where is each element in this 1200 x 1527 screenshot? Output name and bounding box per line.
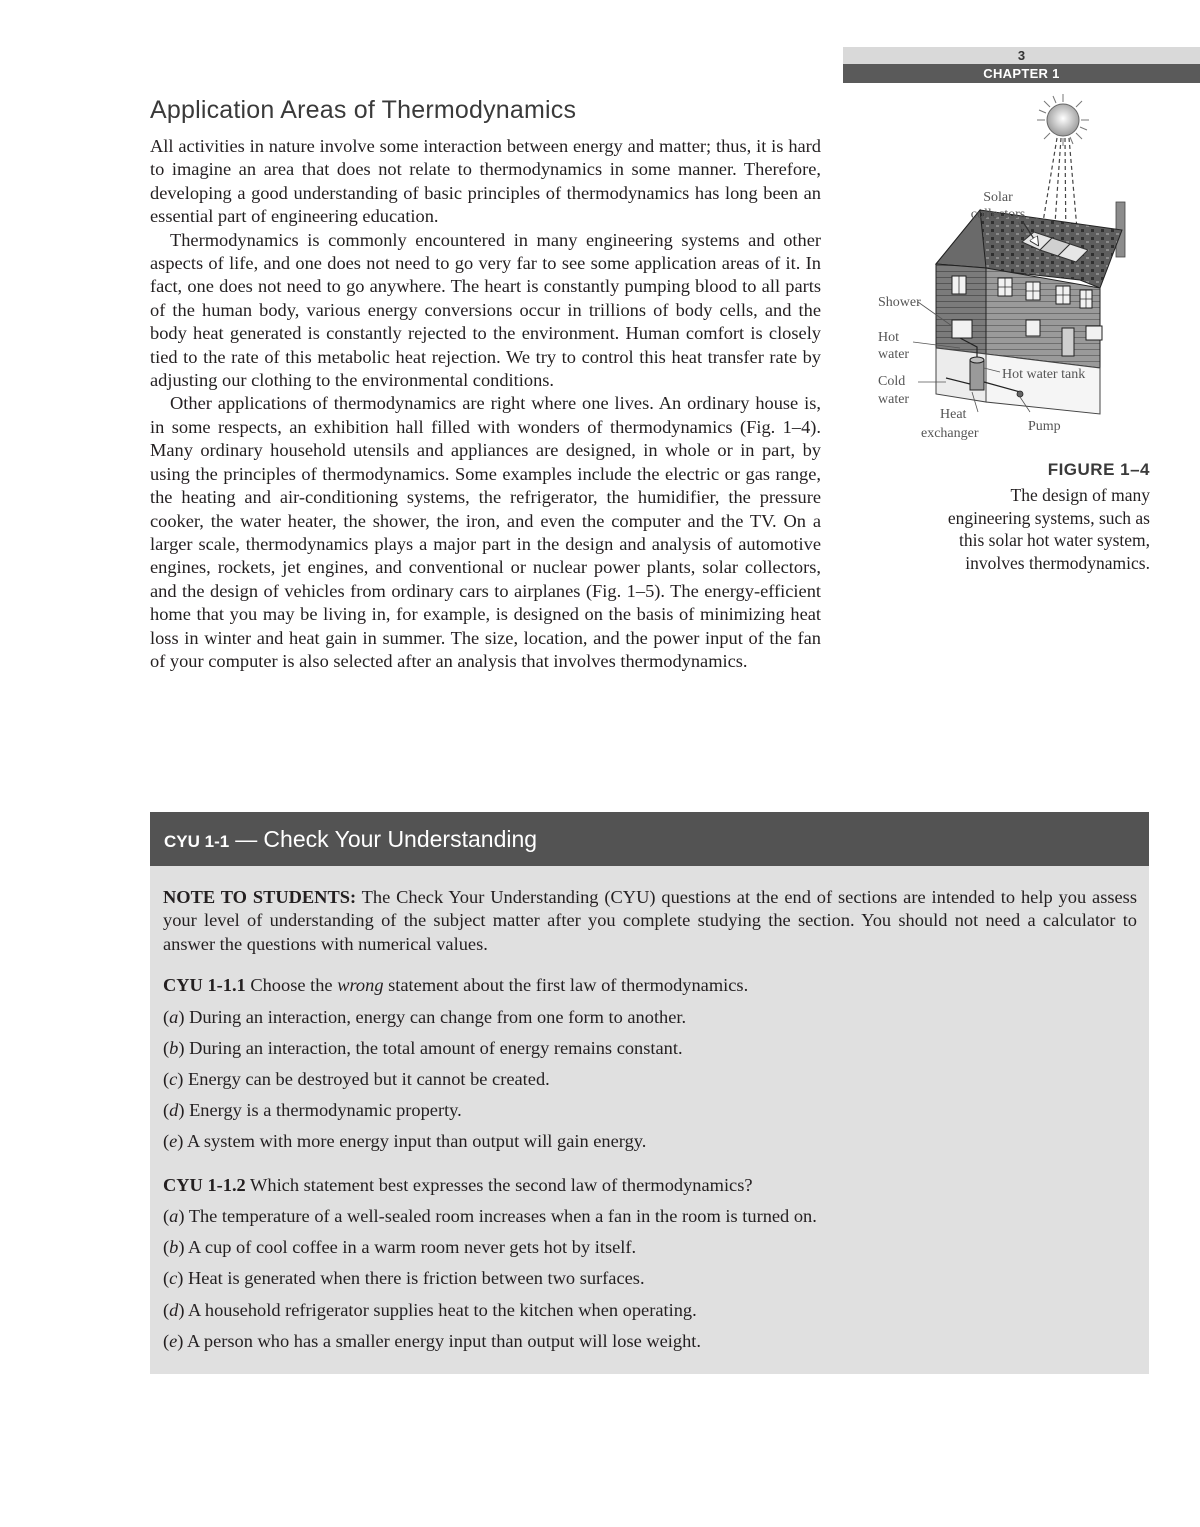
sun-icon — [1037, 94, 1089, 146]
label-tank: Hot water tank — [1002, 367, 1086, 382]
stem-text: statement about the first law of thermodynamics. — [383, 975, 749, 996]
question-stem — [163, 974, 1137, 997]
option-letter: a — [169, 1206, 179, 1227]
cyu-title: Check Your Understanding — [263, 826, 538, 852]
question-1 — [163, 974, 1137, 1157]
figure-label: FIGURE 1–4 — [1047, 460, 1150, 479]
cyu-box — [150, 866, 1149, 1374]
option-text: A system with more energy input than output will gain energy. — [187, 1131, 647, 1152]
option-letter: d — [169, 1100, 179, 1121]
stem-emphasis: wrong — [337, 975, 384, 996]
option-text: During an interaction, the total amount of energy remains constant. — [189, 1037, 683, 1058]
solar-house-illustration — [860, 92, 1160, 452]
question-id: CYU 1-1.1 — [163, 975, 246, 996]
label-cold-2: water — [878, 392, 910, 407]
body-text — [150, 135, 821, 673]
option-text: Heat is generated when there is friction between two surfaces. — [188, 1268, 645, 1289]
chapter-label: CHAPTER 1 — [843, 64, 1200, 83]
option-text: A household refrigerator supplies heat to the kitchen when operating. — [188, 1299, 697, 1320]
option-text: A cup of cool coffee in a warm room never gets hot by itself. — [188, 1237, 637, 1258]
option-letter: e — [169, 1131, 178, 1152]
figure-caption-text: The design of many engineering systems, such as this solar hot water system, involves thermodynamics. — [947, 485, 1150, 573]
answer-option: (b) A cup of cool coffee in a warm room never gets hot by itself. — [163, 1237, 637, 1258]
paragraph: Thermodynamics is commonly encountered in many engineering systems and other aspects of life, and one does not need to go very far to see some application areas of it. In fact, one does not need to go anywhere. The heart is constantly pumping blood to all parts of the human body, various energy conversions occur in trillions of body cells, and the body heat generated is constantly rejected to the environment. Human comfort is closely tied to the rate of this metabolic heat rejection. We try to control this heat transfer rate by adjusting our clothing to the environmental conditions. — [150, 229, 821, 391]
label-cold-1: Cold — [878, 374, 906, 389]
question-2 — [163, 1174, 1137, 1357]
label-heat-1: Heat — [940, 407, 967, 422]
option-text: Energy can be destroyed but it cannot be created. — [188, 1069, 550, 1090]
stem-text: Which statement best expresses the second law of thermodynamics? — [245, 1174, 753, 1195]
option-letter: c — [169, 1069, 178, 1090]
label-hot-2: water — [878, 347, 910, 362]
option-letter: a — [169, 1006, 179, 1027]
answer-option: (a) During an interaction, energy can change from one form to another. — [163, 1006, 687, 1027]
option-text: Energy is a thermodynamic property. — [189, 1100, 462, 1121]
answer-option: (d) Energy is a thermodynamic property. — [163, 1100, 462, 1121]
option-letter: b — [169, 1237, 179, 1258]
section-title: Application Areas of Thermodynamics — [150, 96, 577, 124]
solar-house-figure — [860, 92, 1160, 452]
label-pump: Pump — [1028, 419, 1061, 434]
answer-option: (a) The temperature of a well-sealed room increases when a fan in the room is turned on. — [163, 1206, 817, 1227]
option-text: The temperature of a well-sealed room increases when a fan in the room is turned on. — [188, 1206, 817, 1227]
option-letter: c — [169, 1268, 178, 1289]
option-text: A person who has a smaller energy input than output will lose weight. — [187, 1330, 702, 1351]
option-letter: b — [169, 1037, 179, 1058]
page-number: 3 — [843, 47, 1200, 64]
answer-option: (d) A household refrigerator supplies heat to the kitchen when operating. — [163, 1299, 697, 1320]
note-text: The Check Your Understanding (CYU) questions at the end of sections are intended to help you assess your level of understanding of the subject matter after you complete studying the section. You should not need a calculator to answer the questions with numerical values. — [163, 887, 1137, 954]
answer-option: (b) During an interaction, the total amount of energy remains constant. — [163, 1037, 683, 1058]
stem-text: Choose the — [245, 975, 338, 996]
label-hot-1: Hot — [878, 330, 899, 345]
option-letter: e — [169, 1330, 178, 1351]
question-id: CYU 1-1.2 — [163, 1174, 246, 1195]
cyu-header — [150, 812, 1149, 866]
note-to-students — [163, 886, 1137, 956]
label-solar-2: collectors — [970, 207, 1026, 222]
answer-option: (e) A system with more energy input than output will gain energy. — [163, 1131, 647, 1152]
label-shower: Shower — [878, 295, 921, 310]
figure-caption — [880, 460, 1150, 574]
answer-option: (e) A person who has a smaller energy input than output will lose weight. — [163, 1330, 702, 1351]
cyu-tag: CYU 1-1 — [164, 832, 230, 851]
label-solar-1: Solar — [983, 190, 1013, 205]
paragraph: All activities in nature involve some interaction between energy and matter; thus, it is hard to imagine an area that does not relate to thermodynamics in some manner. Therefore, developing a good understanding of basic principles of thermodynamics has long been an essential part of engineering education. — [150, 136, 821, 227]
answer-option: (c) Heat is generated when there is friction between two surfaces. — [163, 1268, 645, 1289]
answer-option: (c) Energy can be destroyed but it cannot be created. — [163, 1069, 550, 1090]
cyu-dash: — — [229, 827, 264, 852]
question-stem — [163, 1174, 1137, 1197]
label-heat-2: exchanger — [921, 426, 979, 441]
running-head — [843, 47, 1200, 83]
option-letter: d — [169, 1299, 179, 1320]
hot-water-tank — [970, 357, 984, 390]
option-text: During an interaction, energy can change from one form to another. — [189, 1006, 687, 1027]
note-label: NOTE TO STUDENTS: — [163, 887, 357, 907]
paragraph: Other applications of thermodynamics are right where one lives. An ordinary house is, in some respects, an exhibition hall filled with wonders of thermodynamics (Fig. 1–4). Many ordinary household utensils and appliances are designed, in whole or in part, by using the principles of thermodynamics. Some examples include the electric or gas range, the heating and air-conditioning systems, the refrigerator, the humidifier, the pressure cooker, the water heater, the shower, the iron, and even the computer and the TV. On a larger scale, thermodynamics plays a major part in the design and analysis of automotive engines, rockets, jet engines, and conventional or nuclear power plants, solar collectors, and the design of vehicles from ordinary cars to airplanes (Fig. 1–5). The energy-efficient home that you may be living in, for example, is designed on the basis of minimizing heat loss in winter and heat gain in summer. The size, location, and the power input of the fan of your computer is also selected after an analysis that involves thermodynamics. — [150, 393, 821, 671]
